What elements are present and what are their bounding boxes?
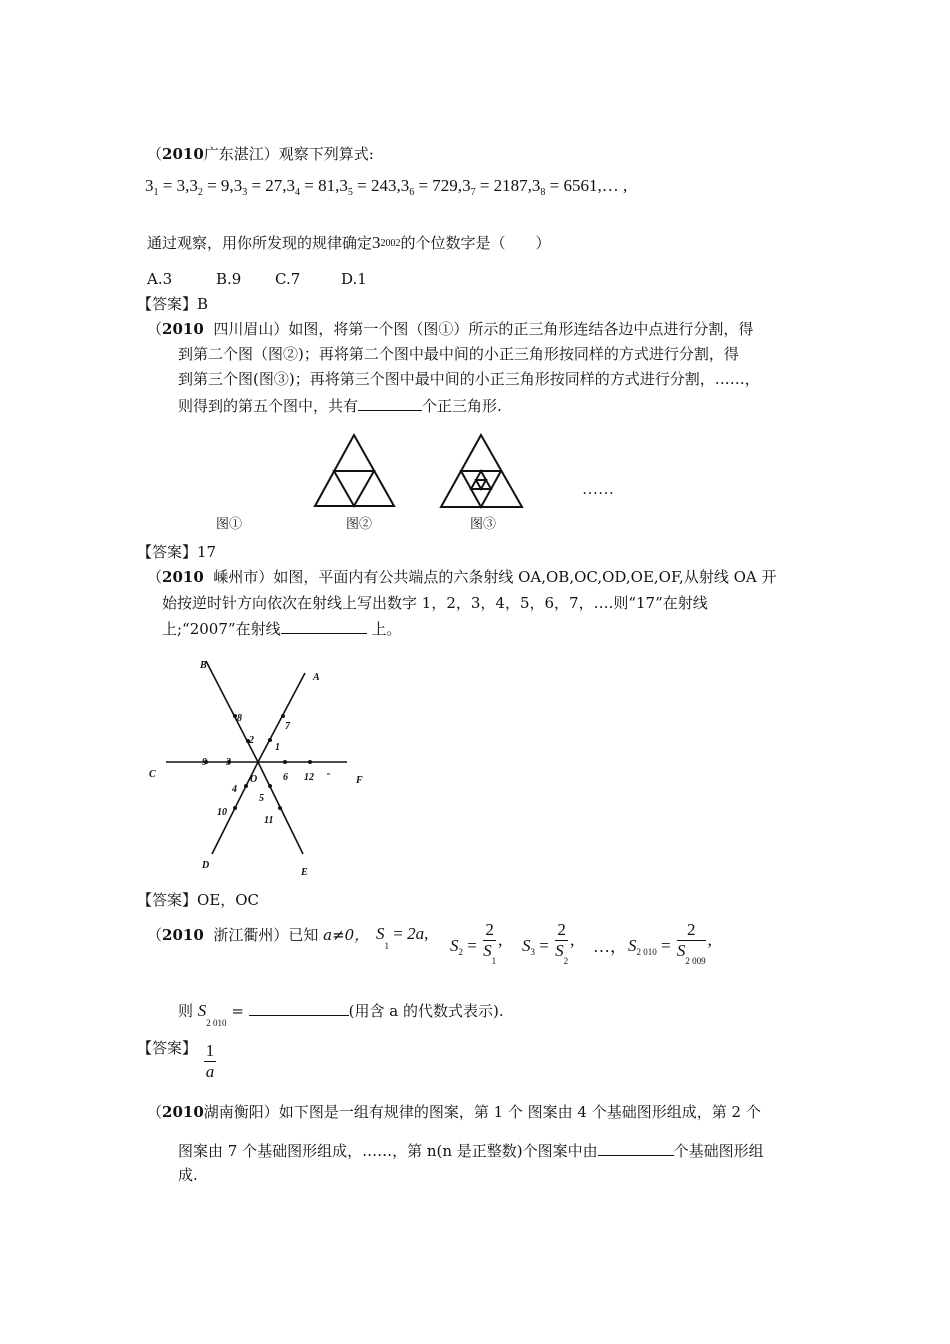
power-value: = 9, <box>202 176 234 195</box>
power-base: 3 <box>189 176 198 195</box>
q1-option-b: B.9 <box>216 270 242 288</box>
ray-label-e: E <box>301 867 308 878</box>
q2-fig-label-1: 图① <box>216 517 243 532</box>
q4-s3: $S_3$ = $\frac{2}{S_2}$ , <box>522 920 575 966</box>
point-8: 8 <box>237 713 242 724</box>
q3-line1: （2010 嵊州市）如图，平面内有公共端点的六条射线 OA,OB,OC,OD,OE,OF,从射线 OA 开 <box>147 568 777 586</box>
power-exponent: 3 <box>242 187 248 198</box>
q3-answer-blank[interactable] <box>281 617 367 634</box>
q2-fig-label-2: 图② <box>346 517 373 532</box>
point-10: 10 <box>217 807 227 818</box>
power-exponent: 7 <box>470 187 476 198</box>
point-4: 4 <box>232 784 237 795</box>
power-value: = 3, <box>158 176 190 195</box>
power-exponent: 4 <box>295 187 301 198</box>
q2-line1: （2010 四川眉山）如图，将第一个图（图①）所示的正三角形连结各边中点进行分割，得 <box>147 320 754 338</box>
point-11: 11 <box>264 815 274 826</box>
q2-ellipsis: …… <box>582 481 614 498</box>
power-base: 3 <box>339 176 348 195</box>
q4-answer-blank[interactable] <box>249 999 349 1016</box>
point-6: 6 <box>283 772 288 783</box>
q1-option-c: C.7 <box>275 270 301 288</box>
power-base: 3 <box>400 176 410 195</box>
power-value: = 243, <box>352 176 401 195</box>
q5-line3: 成. <box>178 1166 198 1184</box>
q1-header: （2010广东湛江）观察下列算式: <box>147 145 374 163</box>
q3-line2: 始按逆时针方向依次在射线上写出数字 1，2，3，4，5，6，7，….则“17”在射线 <box>162 594 708 612</box>
power-value: = 27, <box>247 176 287 195</box>
point-2: 2 <box>249 735 254 746</box>
power-value: = 729, <box>414 176 463 195</box>
ray-label-f: F <box>356 775 363 786</box>
powers-ellipsis: … , <box>601 176 628 195</box>
q1-option-a: A.3 <box>147 270 173 288</box>
q4-s2: $S_2$ = $\frac{2}{S_1}$ , <box>450 920 503 966</box>
power-base: 3 <box>462 176 471 195</box>
power-base: 3 <box>233 176 243 195</box>
ray-label-d: D <box>202 860 210 871</box>
q3-answer: 【答案】OE，OC <box>137 891 260 909</box>
power-value: = 81, <box>300 176 340 195</box>
q4-line1: （2010 浙江衢州）已知 a≠0， <box>147 926 370 944</box>
q1-option-d: D.1 <box>341 270 367 288</box>
q2-answer-blank[interactable] <box>358 394 422 411</box>
q4-line2: 则 $S_{2 010}$ = (用含 a 的代数式表示). <box>178 1001 504 1028</box>
q2-line3: 到第三个图(图③)；再将第三个图中最中间的小正三角形按同样的方式进行分割，……， <box>178 370 760 388</box>
q2-line4: 则得到的第五个图中，共有 个正三角形. <box>178 394 502 417</box>
ray-label-a: A <box>313 672 320 683</box>
q5-line1: （2010湖南衡阳）如下图是一组有规律的图案，第 1 个 图案由 4 个基础图形组成，第 2 个 <box>147 1103 761 1121</box>
power-exponent: 8 <box>540 187 546 198</box>
power-exponent: 1 <box>153 187 159 198</box>
ray-label-b: B <box>200 660 207 671</box>
power-value: = 2187, <box>475 176 532 195</box>
q3-rays-figure <box>140 650 380 885</box>
point-3: 3 <box>226 757 231 768</box>
q4-s2010: $S_{2 010}$ = $\frac{2}{S_{2 009}}$ , <box>628 920 712 966</box>
ray-OB <box>206 661 258 762</box>
point-12: 12 <box>304 772 314 783</box>
power-value: = 6561, <box>545 176 602 195</box>
q1-answer: 【答案】B <box>137 295 209 313</box>
q1-question: 通过观察，用你所发现的规律确定32002的个位数字是（ ） <box>147 233 551 252</box>
power-exponent: 5 <box>347 187 353 198</box>
power-exponent: 2 <box>197 187 203 198</box>
q4-answer: 【答案】 $\frac{1}{a}$ <box>137 1039 215 1081</box>
q3-line3: 上;“2007”在射线 上。 <box>162 617 401 640</box>
point-9: 9 <box>202 757 207 768</box>
power-base: 3 <box>145 176 154 195</box>
point-5: 5 <box>259 793 264 804</box>
ray-label-c: C <box>149 769 156 780</box>
power-base: 3 <box>286 176 296 195</box>
q4-s1: $S_1 = 2a$, <box>376 924 429 951</box>
q1-powers-sequence <box>145 176 627 196</box>
q5-answer-blank[interactable] <box>598 1139 674 1156</box>
q4-ellipsis: …， <box>593 937 627 956</box>
power-exponent: 6 <box>409 187 415 198</box>
q2-answer: 【答案】17 <box>137 543 217 561</box>
point-1: 1 <box>275 742 280 753</box>
ray-OA <box>258 673 305 762</box>
point-7: 7 <box>285 721 290 732</box>
q5-line2: 图案由 7 个基础图形组成，……，第 n(n 是正整数)个图案中由 个基础图形组 <box>178 1139 764 1162</box>
power-base: 3 <box>531 176 541 195</box>
q2-line2: 到第二个图（图②)；再将第二个图中最中间的小正三角形按同样的方式进行分割，得 <box>178 345 739 363</box>
triangle-figure-1-box <box>312 432 402 512</box>
q2-fig-label-3: 图③ <box>470 517 497 532</box>
ray-label-o: O <box>250 774 258 785</box>
